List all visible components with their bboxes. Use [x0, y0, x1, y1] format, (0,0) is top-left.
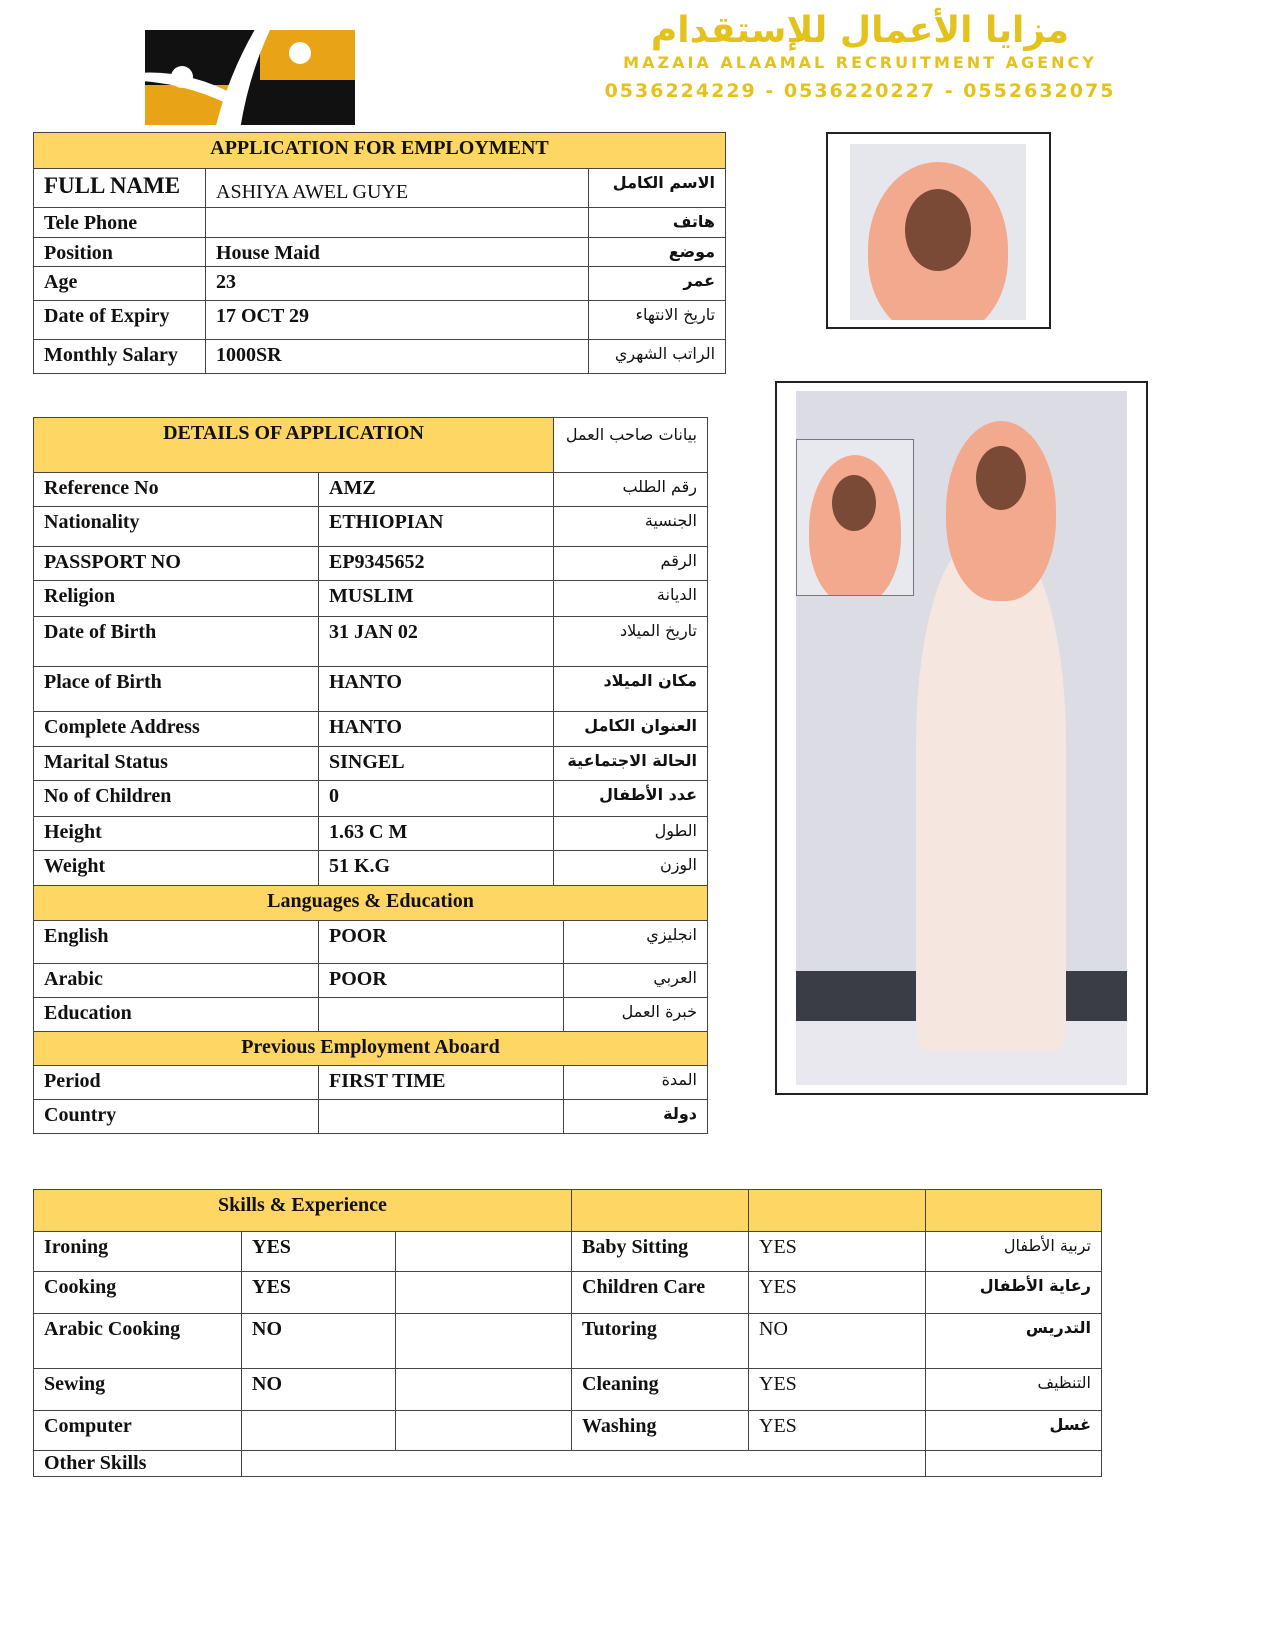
skill-value: YES — [749, 1272, 926, 1314]
row-label: Marital Status — [34, 747, 319, 781]
skill-label: Cleaning — [572, 1369, 749, 1411]
row-label-ar: الجنسية — [554, 507, 708, 547]
row-label: Period — [34, 1066, 319, 1100]
row-label: Monthly Salary — [34, 340, 206, 374]
row-label-ar: عدد الأطفال — [554, 781, 708, 817]
row-value: 1000SR — [206, 340, 589, 374]
table-row — [34, 507, 708, 547]
row-value: FIRST TIME — [319, 1066, 564, 1100]
agency-logo — [120, 5, 380, 130]
row-label: Height — [34, 817, 319, 851]
languages-section-title: Languages & Education — [34, 886, 708, 921]
row-label-ar: هاتف — [589, 208, 726, 238]
header-cell — [572, 1190, 749, 1232]
empty-cell — [396, 1314, 572, 1369]
row-label: Nationality — [34, 507, 319, 547]
row-label: PASSPORT NO — [34, 547, 319, 581]
row-label-ar: تاريخ الميلاد — [554, 617, 708, 667]
table-row — [34, 1314, 1102, 1369]
table-row — [34, 667, 708, 712]
row-label-ar: الطول — [554, 817, 708, 851]
table-row — [34, 747, 708, 781]
skill-value: NO — [242, 1314, 396, 1369]
row-value: 51 K.G — [319, 851, 554, 886]
skills-table — [33, 1189, 1102, 1477]
agency-name-english: MAZAIA ALAAMAL RECRUITMENT AGENCY — [623, 53, 1097, 72]
table-row — [34, 581, 708, 617]
details-title: DETAILS OF APPLICATION — [34, 418, 554, 473]
row-label: Date of Birth — [34, 617, 319, 667]
row-label-ar: العربي — [564, 964, 708, 998]
skill-label: Washing — [572, 1411, 749, 1451]
row-value — [319, 1100, 564, 1134]
row-label: Arabic — [34, 964, 319, 998]
row-value: 0 — [319, 781, 554, 817]
row-value: ETHIOPIAN — [319, 507, 554, 547]
row-label: Country — [34, 1100, 319, 1134]
row-label: Position — [34, 238, 206, 267]
agency-header — [520, 10, 1200, 102]
row-label: Date of Expiry — [34, 301, 206, 340]
row-value: MUSLIM — [319, 581, 554, 617]
table-row — [34, 998, 708, 1032]
table-row — [34, 267, 726, 301]
row-label-ar: الرقم — [554, 547, 708, 581]
skill-label: Tutoring — [572, 1314, 749, 1369]
row-label: Reference No — [34, 473, 319, 507]
row-label-ar: تاريخ الانتهاء — [589, 301, 726, 340]
skill-label: Ironing — [34, 1232, 242, 1272]
row-label-ar: الحالة الاجتماعية — [554, 747, 708, 781]
details-title-ar: بيانات صاحب العمل — [554, 418, 708, 473]
skill-label: Arabic Cooking — [34, 1314, 242, 1369]
row-label-ar: عمر — [589, 267, 726, 301]
row-value: SINGEL — [319, 747, 554, 781]
row-value: 17 OCT 29 — [206, 301, 589, 340]
row-label: Education — [34, 998, 319, 1032]
row-label-ar: موضع — [589, 238, 726, 267]
skill-label-ar: غسل — [926, 1411, 1102, 1451]
skill-value: NO — [242, 1369, 396, 1411]
table-row — [34, 712, 708, 747]
row-label: Religion — [34, 581, 319, 617]
table-row — [34, 208, 726, 238]
full-name-value: ASHIYA AWEL GUYE — [206, 169, 589, 208]
row-value: HANTO — [319, 712, 554, 747]
row-value: HANTO — [319, 667, 554, 712]
skill-value: YES — [749, 1411, 926, 1451]
skill-label-ar: تربية الأطفال — [926, 1232, 1102, 1272]
empty-cell — [396, 1232, 572, 1272]
table-row — [34, 921, 708, 964]
table-row — [34, 238, 726, 267]
skill-label: Computer — [34, 1411, 242, 1451]
row-label: Place of Birth — [34, 667, 319, 712]
table-row — [34, 1066, 708, 1100]
table-row — [34, 1232, 1102, 1272]
table-row — [34, 617, 708, 667]
details-table — [33, 417, 708, 1134]
table-row — [34, 473, 708, 507]
skill-label: Sewing — [34, 1369, 242, 1411]
skill-value: YES — [242, 1272, 396, 1314]
row-label-ar: مكان الميلاد — [554, 667, 708, 712]
table-row — [34, 340, 726, 374]
row-label: Tele Phone — [34, 208, 206, 238]
table-row — [34, 1272, 1102, 1314]
table-row — [34, 1100, 708, 1134]
row-label-ar: المدة — [564, 1066, 708, 1100]
row-label-ar: الاسم الكامل — [589, 169, 726, 208]
row-label: Age — [34, 267, 206, 301]
agency-name-arabic: مزايا الأعمال للإستقدام — [650, 10, 1070, 51]
table-row — [34, 1451, 1102, 1477]
full-body-photo — [796, 391, 1127, 1085]
previous-employment-section-title: Previous Employment Aboard — [34, 1032, 708, 1066]
row-label: No of Children — [34, 781, 319, 817]
row-label: Weight — [34, 851, 319, 886]
row-label-ar: دولة — [564, 1100, 708, 1134]
row-label-ar: الوزن — [554, 851, 708, 886]
agency-phones: 0536224229 - 0536220227 - 0552632075 — [604, 80, 1116, 102]
skill-label: Children Care — [572, 1272, 749, 1314]
row-label-ar: الراتب الشهري — [589, 340, 726, 374]
row-value: AMZ — [319, 473, 554, 507]
skill-label: Baby Sitting — [572, 1232, 749, 1272]
application-table — [33, 132, 726, 374]
row-label: FULL NAME — [34, 169, 206, 208]
row-label-ar: العنوان الكامل — [554, 712, 708, 747]
skill-value — [242, 1411, 396, 1451]
row-label-ar: رقم الطلب — [554, 473, 708, 507]
table-row — [34, 169, 726, 208]
row-value: POOR — [319, 921, 564, 964]
skill-value: YES — [242, 1232, 396, 1272]
row-label-ar: الديانة — [554, 581, 708, 617]
table-row — [34, 1411, 1102, 1451]
empty-cell — [396, 1272, 572, 1314]
application-title: APPLICATION FOR EMPLOYMENT — [34, 133, 726, 169]
row-value: POOR — [319, 964, 564, 998]
table-row — [34, 817, 708, 851]
empty-cell — [926, 1451, 1102, 1477]
row-label-ar: خبرة العمل — [564, 998, 708, 1032]
empty-cell — [396, 1411, 572, 1451]
row-label-ar: انجليزي — [564, 921, 708, 964]
row-value: 31 JAN 02 — [319, 617, 554, 667]
full-body-photo-frame — [775, 381, 1148, 1095]
skill-value: NO — [749, 1314, 926, 1369]
skill-label-ar: التنظيف — [926, 1369, 1102, 1411]
skill-value: YES — [749, 1369, 926, 1411]
portrait-photo — [850, 144, 1026, 320]
table-row — [34, 1369, 1102, 1411]
row-value: EP9345652 — [319, 547, 554, 581]
skill-label-ar: التدريس — [926, 1314, 1102, 1369]
skill-label: Cooking — [34, 1272, 242, 1314]
row-label: Complete Address — [34, 712, 319, 747]
table-row — [34, 964, 708, 998]
row-value: 1.63 C M — [319, 817, 554, 851]
row-value — [319, 998, 564, 1032]
header-cell — [926, 1190, 1102, 1232]
skills-title: Skills & Experience — [34, 1190, 572, 1232]
row-value — [206, 208, 589, 238]
portrait-photo-frame — [826, 132, 1051, 329]
skill-label-ar: رعاية الأطفال — [926, 1272, 1102, 1314]
table-row — [34, 301, 726, 340]
table-row — [34, 547, 708, 581]
row-value: House Maid — [206, 238, 589, 267]
row-label: English — [34, 921, 319, 964]
other-skills-value — [242, 1451, 926, 1477]
other-skills-label: Other Skills — [34, 1451, 242, 1477]
empty-cell — [396, 1369, 572, 1411]
skill-value: YES — [749, 1232, 926, 1272]
header-cell — [749, 1190, 926, 1232]
table-row — [34, 781, 708, 817]
row-value: 23 — [206, 267, 589, 301]
table-row — [34, 851, 708, 886]
